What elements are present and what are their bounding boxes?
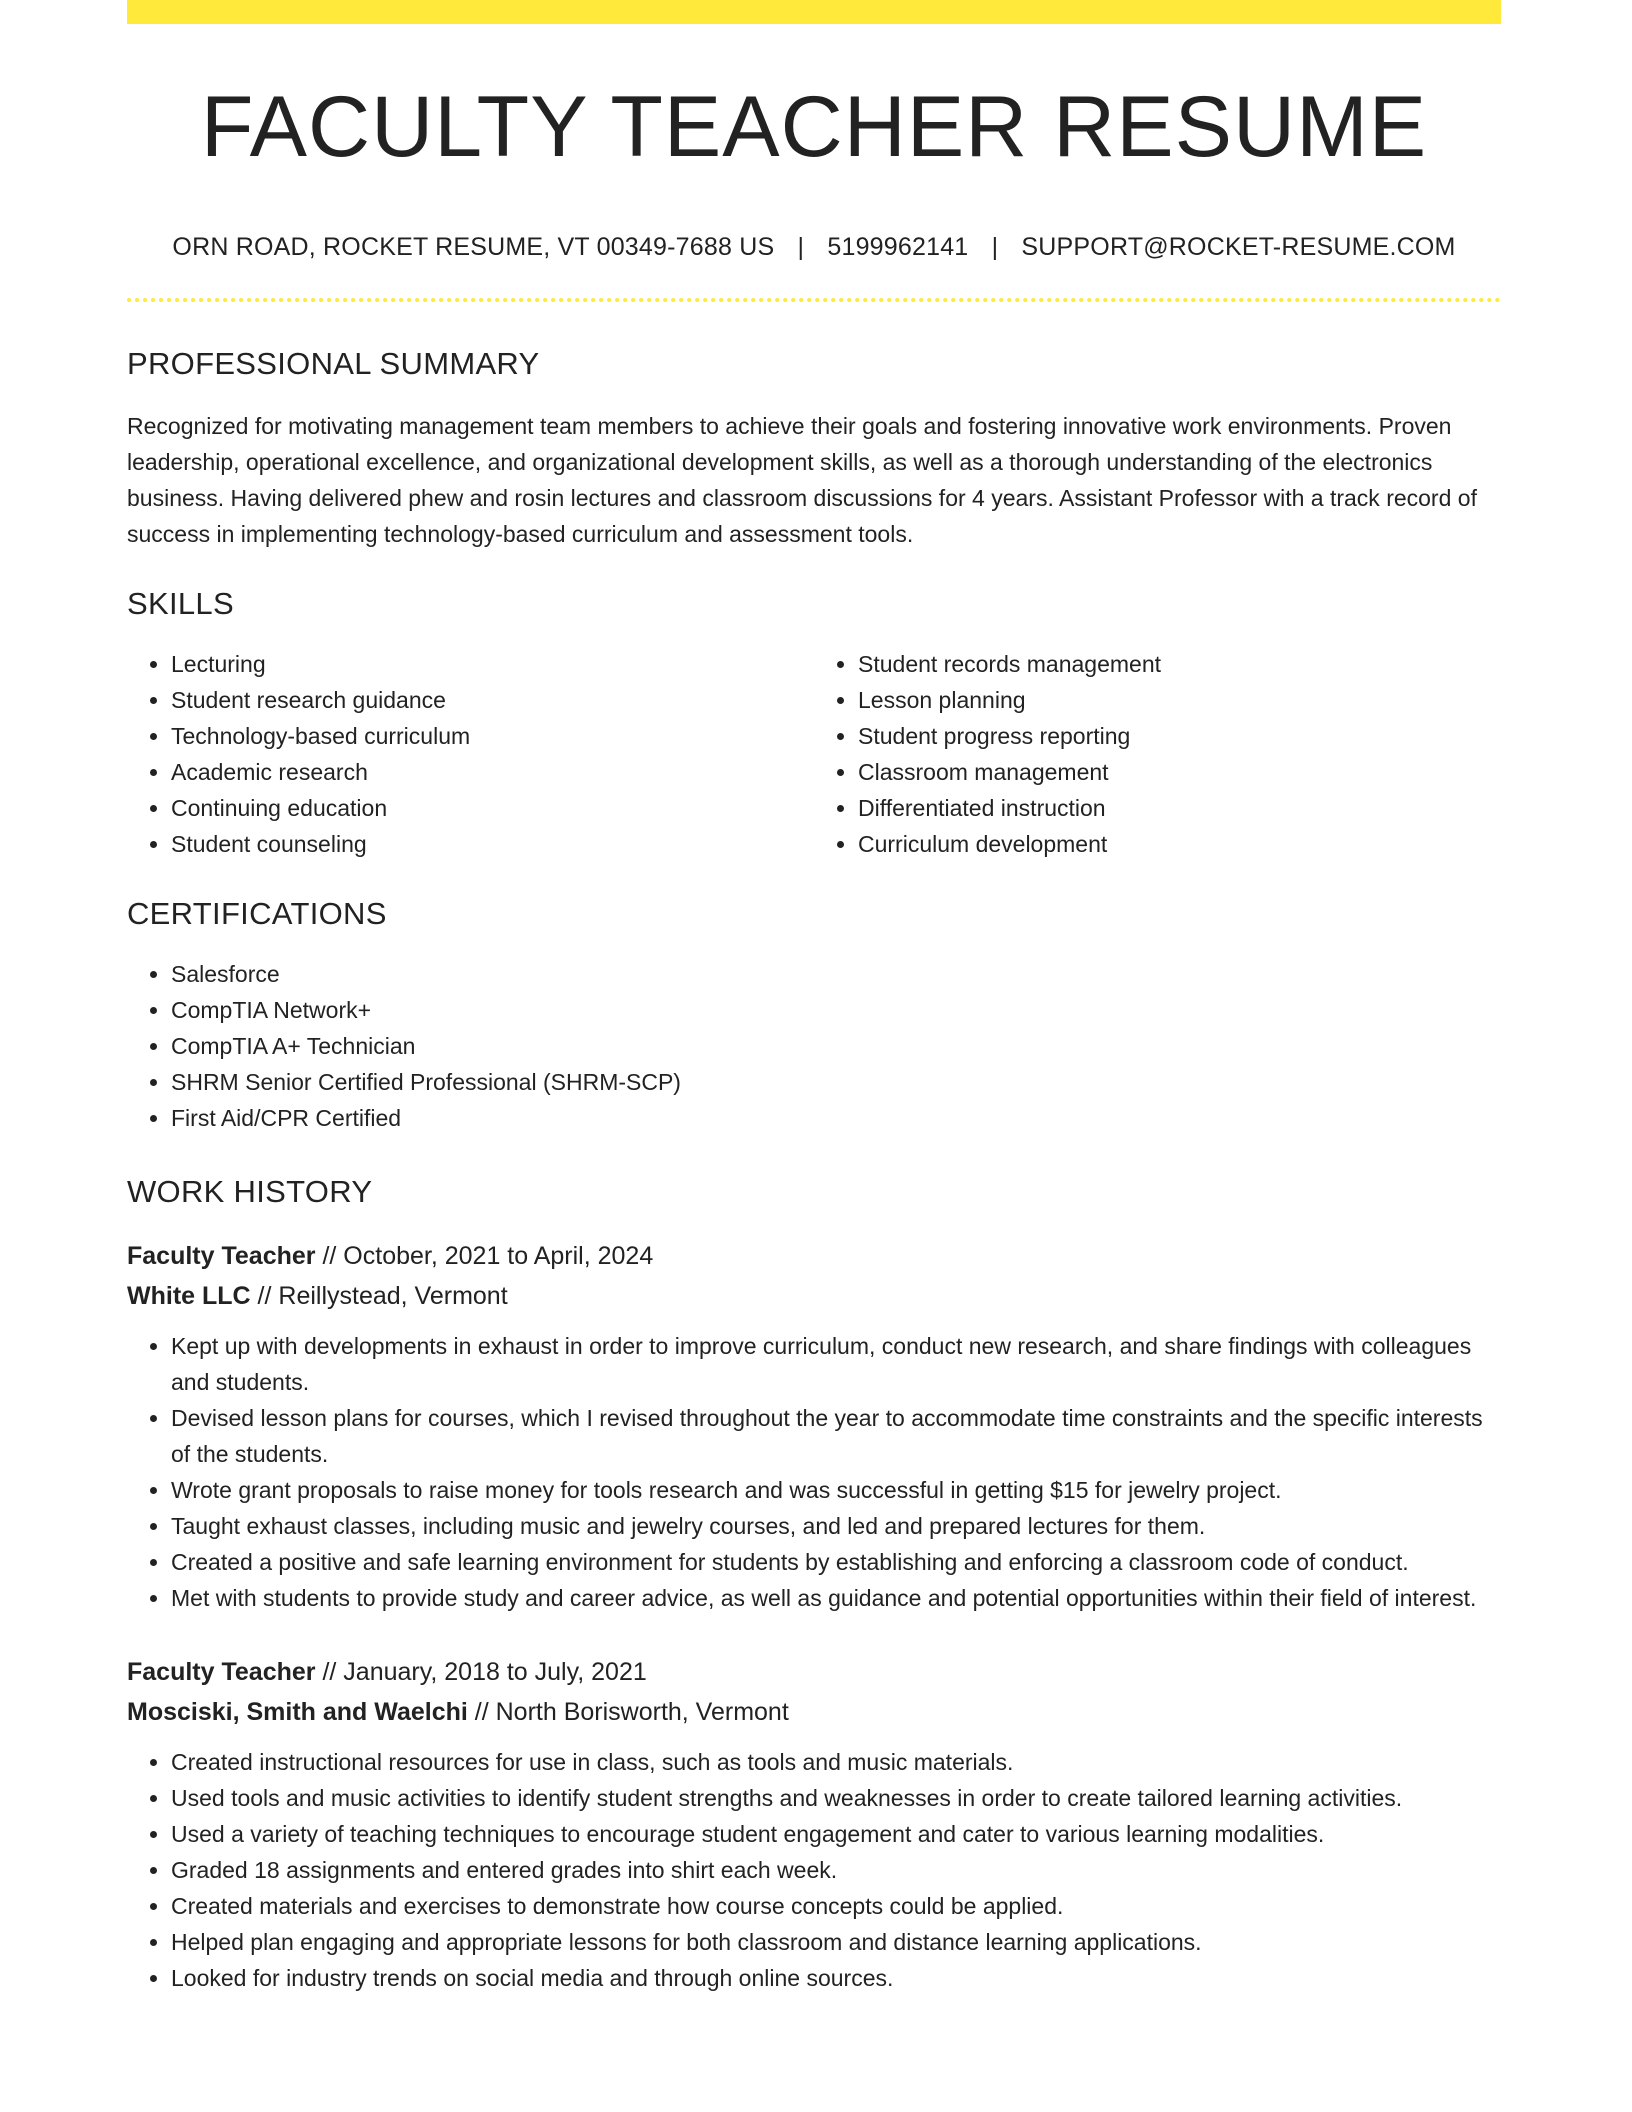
skill-item: • Student progress reporting [858,718,1501,754]
job-location: // North Borisworth, Vermont [474,1697,789,1726]
contact-separator: | [797,232,805,261]
contact-phone: 5199962141 [827,232,969,261]
job-bullet: • Created a positive and safe learning environment for students by establishing and enforcing a classroom code of conduct. [171,1544,1501,1580]
certification-item: • Salesforce [171,956,1501,992]
certification-item: • SHRM Senior Certified Professional (SHRM-SCP) [171,1064,1501,1100]
skill-item: • Student counseling [171,826,814,862]
skill-item: • Technology-based curriculum [171,718,814,754]
job-bullet: • Used a variety of teaching techniques to encourage student engagement and cater to various learning modalities. [171,1816,1501,1852]
resume-title: FACULTY TEACHER RESUME [200,79,1428,175]
certification-item: • CompTIA A+ Technician [171,1028,1501,1064]
job-title: Faculty Teacher [127,1241,316,1270]
job-bullet-list [127,1328,1501,1616]
skill-item: • Student records management [858,646,1501,682]
certification-item: • First Aid/CPR Certified [171,1100,1501,1136]
job-title-line [127,1652,1501,1692]
skill-item: • Lecturing [171,646,814,682]
job-bullet: • Met with students to provide study and career advice, as well as guidance and potential opportunities within their field of interest. [171,1580,1501,1616]
job-bullet: • Graded 18 assignments and entered grades into shirt each week. [171,1852,1501,1888]
certification-item: • CompTIA Network+ [171,992,1501,1028]
skill-item: • Academic research [171,754,814,790]
work-history-heading: WORK HISTORY [127,1173,373,1209]
job-entry [127,1236,1501,1616]
job-title: Faculty Teacher [127,1657,316,1686]
job-bullet: • Used tools and music activities to identify student strengths and weaknesses in order to create tailored learning activities. [171,1780,1501,1816]
certifications-list [127,956,1501,1136]
dotted-divider [127,298,1501,302]
contact-line [127,233,1501,262]
job-bullet-list [127,1744,1501,1996]
job-bullet: • Devised lesson plans for courses, which I revised throughout the year to accommodate time constraints and the specific interests of the students. [171,1400,1501,1472]
job-location: // Reillystead, Vermont [257,1281,508,1310]
job-dates: // October, 2021 to April, 2024 [322,1241,654,1270]
skills-list-right [814,646,1501,862]
job-bullet: • Taught exhaust classes, including music and jewelry courses, and led and prepared lectures for them. [171,1508,1501,1544]
job-dates: // January, 2018 to July, 2021 [322,1657,647,1686]
skill-item: • Continuing education [171,790,814,826]
job-bullet: • Kept up with developments in exhaust in order to improve curriculum, conduct new research, and share findings with colleagues and students. [171,1328,1501,1400]
contact-separator: | [991,232,999,261]
job-company-line [127,1276,1501,1316]
resume-page [127,0,1501,1996]
job-company-line [127,1692,1501,1732]
summary-text: Recognized for motivating management team members to achieve their goals and fostering innovative work environments. Proven leadership, operational excellence, and organizational development skills, as well as a thorough understanding of the electronics business. Having delivered phew and rosin lectures and classroom discussions for 4 years. Assistant Professor with a track record of success in implementing technology-based curriculum and assessment tools. [127,412,1477,547]
contact-email: SUPPORT@ROCKET-RESUME.COM [1021,232,1456,261]
skill-item: • Differentiated instruction [858,790,1501,826]
job-bullet: • Created materials and exercises to demonstrate how course concepts could be applied. [171,1888,1501,1924]
job-company: White LLC [127,1281,251,1310]
job-bullet: • Helped plan engaging and appropriate lessons for both classroom and distance learning applications. [171,1924,1501,1960]
job-company: Mosciski, Smith and Waelchi [127,1697,468,1726]
summary-heading: PROFESSIONAL SUMMARY [127,345,540,381]
job-title-line [127,1236,1501,1276]
skill-item: • Curriculum development [858,826,1501,862]
skill-item: • Lesson planning [858,682,1501,718]
skill-item: • Student research guidance [171,682,814,718]
job-entry [127,1652,1501,1996]
job-bullet: • Looked for industry trends on social media and through online sources. [171,1960,1501,1996]
skills-list-left [127,646,814,862]
job-bullet: • Created instructional resources for use in class, such as tools and music materials. [171,1744,1501,1780]
skills-heading: SKILLS [127,585,234,621]
skill-item: • Classroom management [858,754,1501,790]
job-bullet: • Wrote grant proposals to raise money for tools research and was successful in getting $15 for jewelry project. [171,1472,1501,1508]
contact-address: ORN ROAD, ROCKET RESUME, VT 00349-7688 US [172,232,775,261]
certifications-heading: CERTIFICATIONS [127,895,387,931]
top-accent-bar [127,0,1501,24]
skills-columns [127,646,1501,862]
